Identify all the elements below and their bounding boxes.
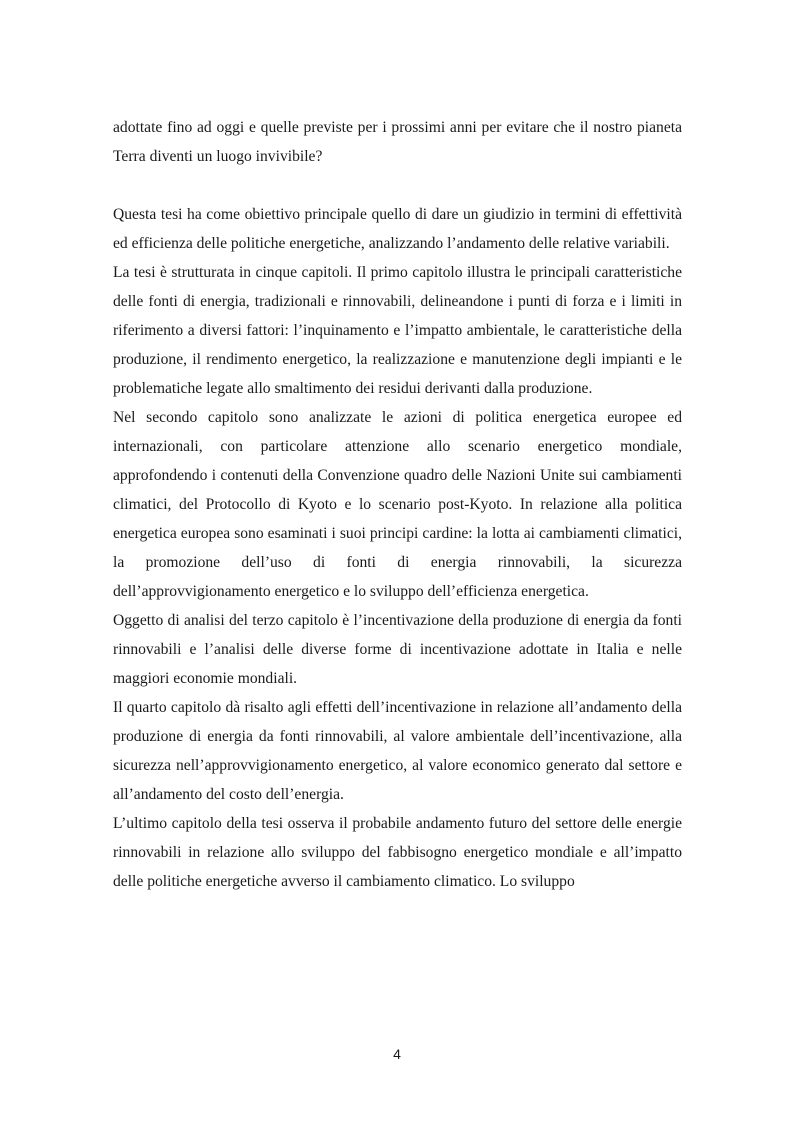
paragraph-structure-chapter-1: La tesi è strutturata in cinque capitoli. Il primo capitolo illustra le principali caratteristiche delle fonti di energia, tradizionali e rinnovabili, delineandone i punti di forza e i limiti in riferimento a diversi fattori: l’inquinamento e l’impatto ambientale, le caratteristiche della produzione, il rendimento energetico, la realizzazione e manutenzione degli impianti e le problematiche legate allo smaltimento dei residui derivanti dalla produzione. <box>113 264 682 397</box>
paragraph-chapter-5: L’ultimo capitolo della tesi osserva il probabile andamento futuro del settore delle energie rinnovabili in relazione allo sviluppo del fabbisogno energetico mondiale e all’impatto delle politiche energetiche avverso il cambiamento climatico. Lo sviluppo <box>113 815 682 890</box>
paragraph-chapter-3: Oggetto di analisi del terzo capitolo è l’incentivazione della produzione di energia da fonti rinnovabili e l’analisi delle diverse forme di incentivazione adottate in Italia e nelle maggiori economie mondiali. <box>113 612 682 687</box>
page-number: 4 <box>393 1046 401 1062</box>
paragraph-chapter-4: Il quarto capitolo dà risalto agli effetti dell’incentivazione in relazione all’andamento della produzione di energia da fonti rinnovabili, al valore ambientale dell’incentivazione, alla sicurezza nell’approvvigionamento energetico, al valore economico generato dal settore e all’andamento del costo dell’energia. <box>113 699 682 803</box>
paragraph-continuation: adottate fino ad oggi e quelle previste per i prossimi anni per evitare che il nostro pianeta Terra diventi un luogo invivibile? <box>113 119 682 165</box>
paragraph-objective: Questa tesi ha come obiettivo principale quello di dare un giudizio in termini di effettività ed efficienza delle politiche energetiche, analizzando l’andamento delle relative variabili. <box>113 206 682 252</box>
paragraph-chapter-2: Nel secondo capitolo sono analizzate le azioni di politica energetica europee ed internazionali, con particolare attenzione allo scenario energetico mondiale, approfondendo i contenuti della Convenzione quadro delle Nazioni Unite sui cambiamenti climatici, del Protocollo di Kyoto e lo scenario post-Kyoto. In relazione alla politica energetica europea sono esaminati i suoi principi cardine: la lotta ai cambiamenti climatici, la promozione dell’uso di fonti di energia rinnovabili, la sicurezza dell’approvvigionamento energetico e lo sviluppo dell’efficienza energetica. <box>113 409 682 600</box>
document-body <box>113 113 682 896</box>
